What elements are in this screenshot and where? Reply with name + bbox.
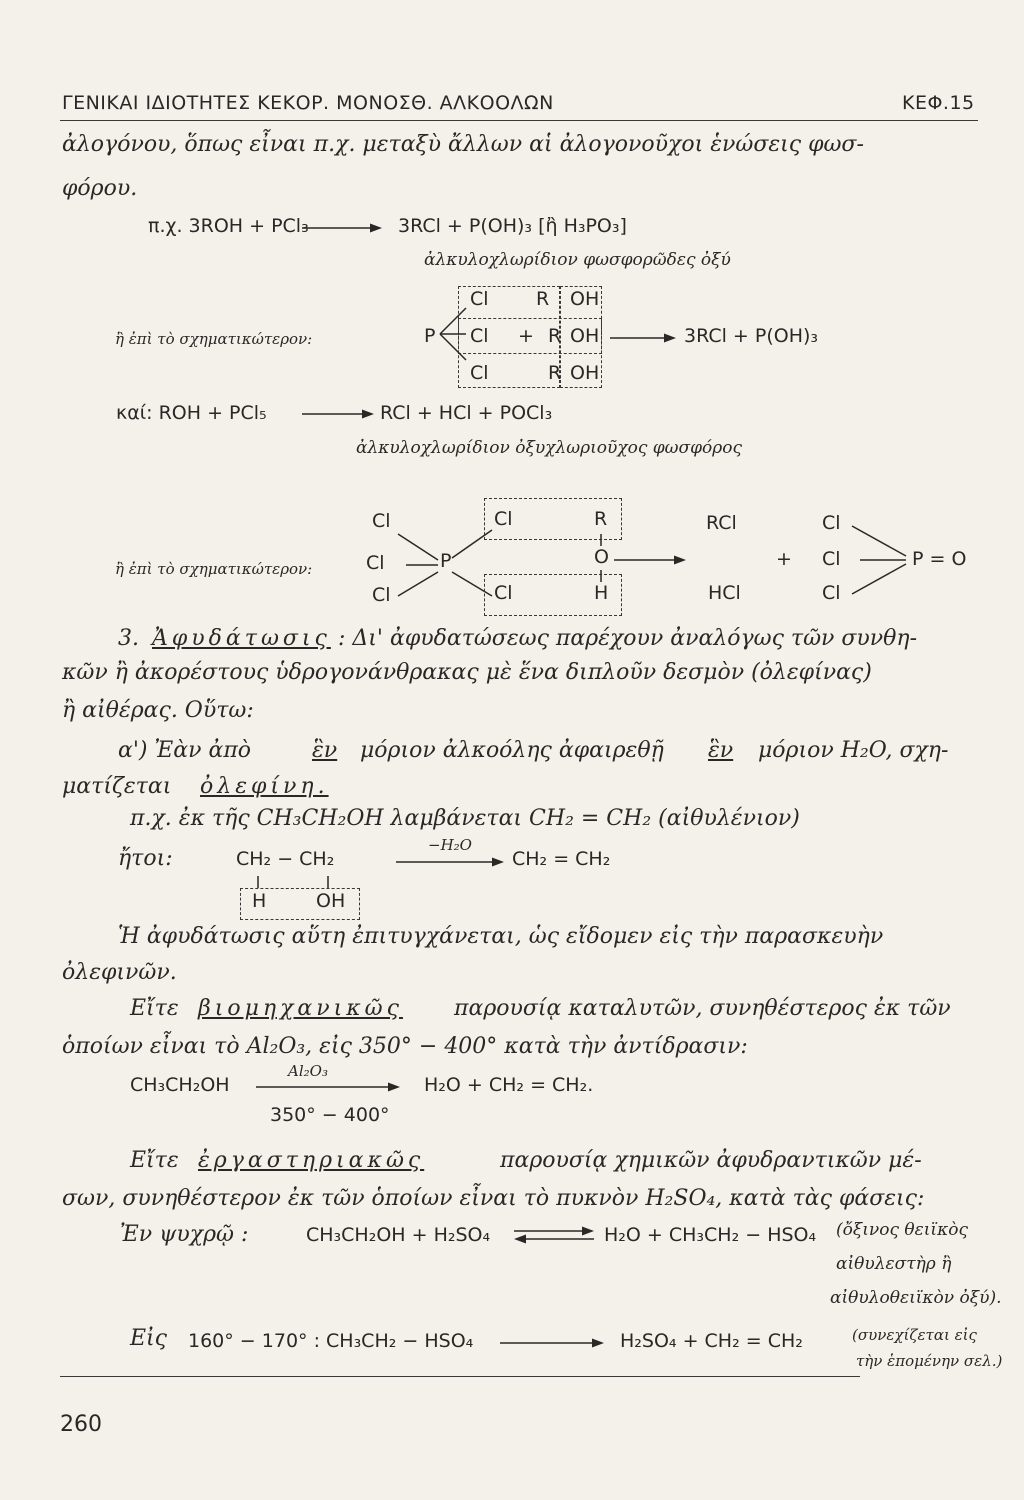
scheme2-phosphorus: P xyxy=(440,550,452,572)
scheme2-oxygen: O xyxy=(594,546,609,568)
cold-note-3: αἰθυλοθειϊκὸν ὀξύ). xyxy=(830,1288,1002,1308)
scheme2-arrow xyxy=(612,554,688,566)
text-line-7: ματίζεται xyxy=(62,774,172,799)
text-line-4: κῶν ἢ ἀκορέστους ὑδρογονάνθρακας μὲ ἕνα διπλοῦν δεσμὸν (ὀλεφίνας) xyxy=(62,660,872,685)
section-3-title: Ἀφυδάτωσις xyxy=(152,626,331,651)
scheme1-r-3: R xyxy=(548,362,562,384)
eq2-product-labels: ἀλκυλοχλωρίδιον ὀξυχλωριοῦχος φωσφόρος xyxy=(356,438,743,458)
industrial-term: βιομηχανικῶς xyxy=(198,996,403,1021)
scheme2-r: R xyxy=(594,508,608,530)
scheme1-product: 3RCl + P(OH)₃ xyxy=(684,325,819,347)
scheme2-o-bonds xyxy=(594,532,614,584)
etoi-label: ἤτοι: xyxy=(118,846,173,871)
example-line: π.χ. ἐκ τῆς CH₃CH₂OH λαμβάνεται CH₂ = CH₂ (αἰθυλένιον) xyxy=(130,806,800,831)
lab-pre: Εἴτε xyxy=(130,1148,179,1173)
text-line-5: ἢ αἰθέρας. Οὕτω: xyxy=(62,698,254,723)
scheme2-cl-r2: Cl xyxy=(822,548,841,570)
case-a-one-1: ἓν xyxy=(312,738,338,763)
olefin-term: ὀλεφίνη. xyxy=(200,774,329,799)
case-a-one-2: ἓν xyxy=(708,738,734,763)
scheme1-r-2: R xyxy=(548,325,562,347)
scheme1-cl-1: Cl xyxy=(470,288,489,310)
section-3-text: : Δι' ἀφυδατώσεως παρέχουν ἀναλόγως τῶν συνθη- xyxy=(338,626,918,651)
scheme2-rcl: RCl xyxy=(706,512,737,534)
scheme1-phosphorus: P xyxy=(424,325,436,347)
scheme2-phosphoryl: P = O xyxy=(912,548,967,570)
equilibrium-arrow xyxy=(512,1226,596,1244)
etoi-water-loss: −H₂O xyxy=(428,836,472,854)
scheme1-cl-3: Cl xyxy=(470,362,489,384)
cold-products: H₂O + CH₃CH₂ − HSO₄ xyxy=(604,1224,817,1246)
text-line-15: σων, συνηθέστερον ἐκ τῶν ὁποίων εἶναι τὸ πυκνὸν H₂SO₄, κατὰ τὰς φάσεις: xyxy=(62,1186,925,1211)
scheme2-cl-r3: Cl xyxy=(822,582,841,604)
hot-reactant: 160° − 170° : CH₃CH₂ − HSO₄ xyxy=(188,1330,474,1352)
eq1-products: 3RCl + P(OH)₃ [ἢ H₃PO₃] xyxy=(398,215,627,237)
scheme1-cl-2: Cl xyxy=(470,325,489,347)
alumina-catalyst: Al₂O₃ xyxy=(288,1062,328,1080)
scheme1-intro: ἢ ἐπὶ τὸ σχηματικώτερον: xyxy=(115,330,313,348)
alumina-reactant: CH₃CH₂OH xyxy=(130,1074,230,1096)
alumina-temperature: 350° − 400° xyxy=(270,1104,390,1126)
alumina-products: H₂O + CH₂ = CH₂. xyxy=(424,1074,594,1096)
etoi-oh: OH xyxy=(316,890,346,912)
etoi-h: H xyxy=(252,890,267,912)
scheme1-arrow xyxy=(608,332,678,344)
eq2-products: RCl + HCl + POCl₃ xyxy=(380,402,553,424)
lab-post: παρουσίᾳ χημικῶν ἀφυδραντικῶν μέ- xyxy=(500,1148,922,1173)
hot-note-2: τὴν ἑπομένην σελ.) xyxy=(856,1352,1003,1370)
hot-pre: Εἰς xyxy=(130,1326,168,1351)
scheme2-h: H xyxy=(594,582,609,604)
scheme2-pocl3-bonds xyxy=(848,520,912,600)
chapter-label: ΚΕΦ.15 xyxy=(902,92,975,114)
eq1-reactants: π.χ. 3ROH + PCl₃ xyxy=(148,215,309,237)
cold-pre: Ἐν ψυχρῷ : xyxy=(120,1222,249,1247)
hot-arrow xyxy=(498,1337,606,1349)
cold-reactants: CH₃CH₂OH + H₂SO₄ xyxy=(306,1224,491,1246)
scheme1-oh-2: OH xyxy=(570,325,600,347)
scheme1-r-1: R xyxy=(536,288,550,310)
scheme2-cl-bottom: Cl xyxy=(372,584,391,606)
text-line-2: φόρου. xyxy=(62,176,138,201)
scheme1-oh-3: OH xyxy=(570,362,600,384)
scheme2-intro: ἢ ἐπὶ τὸ σχηματικώτερον: xyxy=(115,560,313,578)
text-line-9: Ἡ ἀφυδάτωσις αὕτη ἐπιτυγχάνεται, ὡς εἴδομεν εἰς τὴν παρασκευὴν xyxy=(118,924,884,949)
header-rule xyxy=(60,120,978,121)
scheme2-cl-r1: Cl xyxy=(822,512,841,534)
scheme1-bonds xyxy=(436,304,472,364)
scheme1-plus: + xyxy=(518,325,534,347)
hot-note-1: (συνεχίζεται εἰς xyxy=(852,1326,977,1344)
eq1-product-labels: ἀλκυλοχλωρίδιον φωσφορῶδες ὀξύ xyxy=(424,250,731,270)
hot-products: H₂SO₄ + CH₂ = CH₂ xyxy=(620,1330,803,1352)
scheme2-bonds xyxy=(388,520,498,610)
scheme2-cl-top: Cl xyxy=(372,510,391,532)
text-line-1: ἀλογόνου, ὅπως εἶναι π.χ. μεταξὺ ἄλλων αἱ ἀλογονοῦχοι ἑνώσεις φωσ- xyxy=(62,132,864,157)
scheme1-oh-1: OH xyxy=(570,288,600,310)
case-a-pre: α') Ἐὰν ἀπὸ xyxy=(118,738,252,763)
scheme2-cl-left: Cl xyxy=(366,552,385,574)
text-line-10: ὀλεφινῶν. xyxy=(62,960,177,985)
cold-note-2: αἰθυλεστὴρ ἢ xyxy=(836,1254,952,1274)
footer-rule xyxy=(60,1376,860,1377)
scheme2-cl-box-bottom: Cl xyxy=(494,582,513,604)
industrial-pre: Εἴτε xyxy=(130,996,179,1021)
page-number: 260 xyxy=(60,1412,102,1437)
eq1-arrow xyxy=(300,222,384,234)
running-header-title: ΓΕΝΙΚΑΙ ΙΔΙΟΤΗΤΕΣ ΚΕΚΟΡ. ΜΟΝΟΣΘ. ΑΛΚΟΟΛΩΝ xyxy=(62,92,554,114)
etoi-product: CH₂ = CH₂ xyxy=(512,848,611,870)
cold-note-1: (ὄξινος θειϊκὸς xyxy=(836,1220,968,1240)
scheme2-cl-box-top: Cl xyxy=(494,508,513,530)
etoi-arrow xyxy=(394,856,506,868)
case-a-post: μόριον H₂O, σχη- xyxy=(758,738,949,763)
text-line-12: ὁποίων εἶναι τὸ Al₂O₃, εἰς 350° − 400° κατὰ τὴν ἀντίδρασιν: xyxy=(62,1034,748,1059)
eq2-reactants: καί: ROH + PCl₅ xyxy=(116,402,267,424)
case-a-mid: μόριον ἀλκοόλης ἀφαιρεθῇ xyxy=(360,738,664,763)
section-3-number: 3. xyxy=(118,626,139,651)
eq2-arrow xyxy=(300,408,376,420)
scheme2-hcl: HCl xyxy=(708,582,741,604)
lab-term: ἐργαστηριακῶς xyxy=(198,1148,425,1173)
scheme2-plus: + xyxy=(776,548,792,570)
industrial-post: παρουσίᾳ καταλυτῶν, συνηθέστερος ἐκ τῶν xyxy=(454,996,951,1021)
alumina-arrow xyxy=(254,1081,402,1093)
etoi-reactant: CH₂ − CH₂ xyxy=(236,848,335,870)
